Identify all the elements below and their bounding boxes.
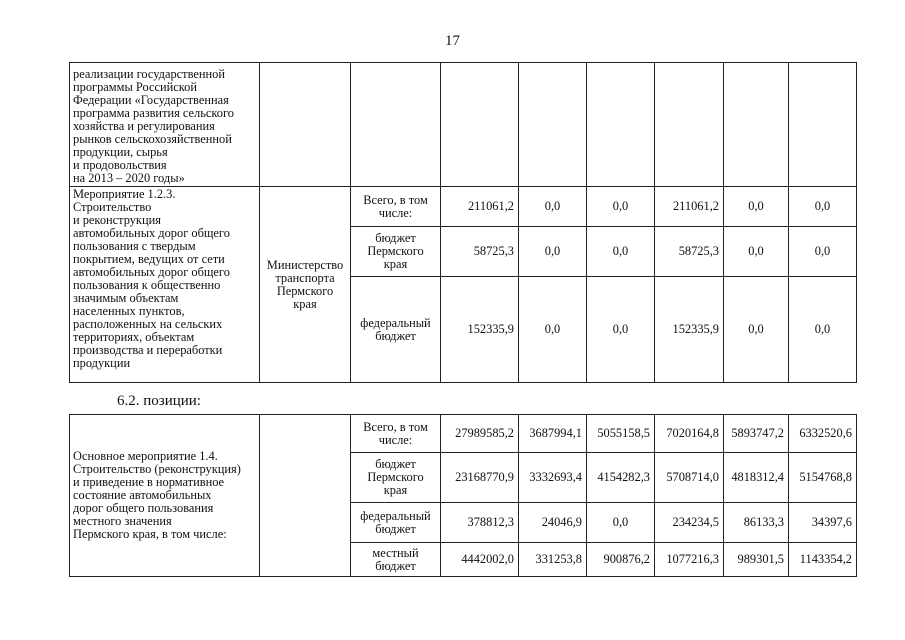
value-cell: 27989585,2: [441, 415, 519, 453]
value-cell: 234234,5: [655, 503, 724, 543]
value-cell: 34397,6: [789, 503, 857, 543]
value-cell: 0,0: [587, 503, 655, 543]
measure-name-cell: Основное мероприятие 1.4. Строительство (реконструкция) и приведение в нормативное состояние автомобильных дорог общего пользования местного значения Пермского края, в том числе:: [70, 415, 260, 577]
value-cell: 3332693,4: [519, 453, 587, 503]
section-heading: 6.2. позиции:: [117, 393, 201, 409]
empty-cell: [724, 63, 789, 187]
value-cell: 3687994,1: [519, 415, 587, 453]
funding-source-cell: бюджет Пермского края: [351, 227, 441, 277]
table-row: [70, 63, 857, 187]
value-cell: 58725,3: [655, 227, 724, 277]
value-cell: 152335,9: [655, 277, 724, 383]
value-cell: 4818312,4: [724, 453, 789, 503]
table-row: [70, 415, 857, 453]
value-cell: 0,0: [724, 187, 789, 227]
value-cell: 5055158,5: [587, 415, 655, 453]
value-cell: 58725,3: [441, 227, 519, 277]
value-cell: 5708714,0: [655, 453, 724, 503]
measure-name-cell: Мероприятие 1.2.3. Строительство и реконструкция автомобильных дорог общего пользования с твердым покрытием, ведущих от сети автомобильных дорог общего пользования к общественно значимым объектам населенных пунктов, расположенных на сельских территориях, объектам производства и переработки продукции: [70, 187, 260, 383]
empty-cell: [519, 63, 587, 187]
value-cell: 1143354,2: [789, 543, 857, 577]
budget-table-positions: [69, 414, 857, 577]
value-cell: 0,0: [519, 187, 587, 227]
value-cell: 4154282,3: [587, 453, 655, 503]
budget-table-continuation: [69, 62, 857, 383]
empty-cell: [789, 63, 857, 187]
value-cell: 24046,9: [519, 503, 587, 543]
funding-source-cell: федеральный бюджет: [351, 503, 441, 543]
value-cell: 0,0: [789, 187, 857, 227]
value-cell: 7020164,8: [655, 415, 724, 453]
empty-cell: [587, 63, 655, 187]
funding-source-cell: Всего, в том числе:: [351, 187, 441, 227]
funding-source-cell: Всего, в том числе:: [351, 415, 441, 453]
value-cell: 4442002,0: [441, 543, 519, 577]
value-cell: 23168770,9: [441, 453, 519, 503]
value-cell: 0,0: [587, 227, 655, 277]
continuation-text-cell: реализации государственной программы Российской Федерации «Государственная программа развития сельского хозяйства и регулирования рынков сельскохозяйственной продукции, сырья и продовольствия на 2013 – 2020 годы»: [70, 63, 260, 187]
empty-cell: [351, 63, 441, 187]
value-cell: 0,0: [789, 277, 857, 383]
value-cell: 211061,2: [441, 187, 519, 227]
value-cell: 5893747,2: [724, 415, 789, 453]
executor-cell: Министерство транспорта Пермского края: [260, 187, 351, 383]
empty-cell: [441, 63, 519, 187]
table-row: [70, 187, 857, 227]
value-cell: 378812,3: [441, 503, 519, 543]
value-cell: 0,0: [724, 227, 789, 277]
value-cell: 152335,9: [441, 277, 519, 383]
page-number: 17: [445, 33, 460, 49]
empty-cell: [260, 63, 351, 187]
value-cell: 900876,2: [587, 543, 655, 577]
value-cell: 0,0: [724, 277, 789, 383]
value-cell: 5154768,8: [789, 453, 857, 503]
value-cell: 211061,2: [655, 187, 724, 227]
value-cell: 0,0: [519, 227, 587, 277]
value-cell: 0,0: [519, 277, 587, 383]
value-cell: 989301,5: [724, 543, 789, 577]
funding-source-cell: бюджет Пермского края: [351, 453, 441, 503]
value-cell: 0,0: [587, 277, 655, 383]
value-cell: 86133,3: [724, 503, 789, 543]
empty-cell: [655, 63, 724, 187]
value-cell: 0,0: [587, 187, 655, 227]
value-cell: 331253,8: [519, 543, 587, 577]
executor-cell: [260, 415, 351, 577]
value-cell: 6332520,6: [789, 415, 857, 453]
funding-source-cell: федеральный бюджет: [351, 277, 441, 383]
value-cell: 1077216,3: [655, 543, 724, 577]
funding-source-cell: местный бюджет: [351, 543, 441, 577]
value-cell: 0,0: [789, 227, 857, 277]
